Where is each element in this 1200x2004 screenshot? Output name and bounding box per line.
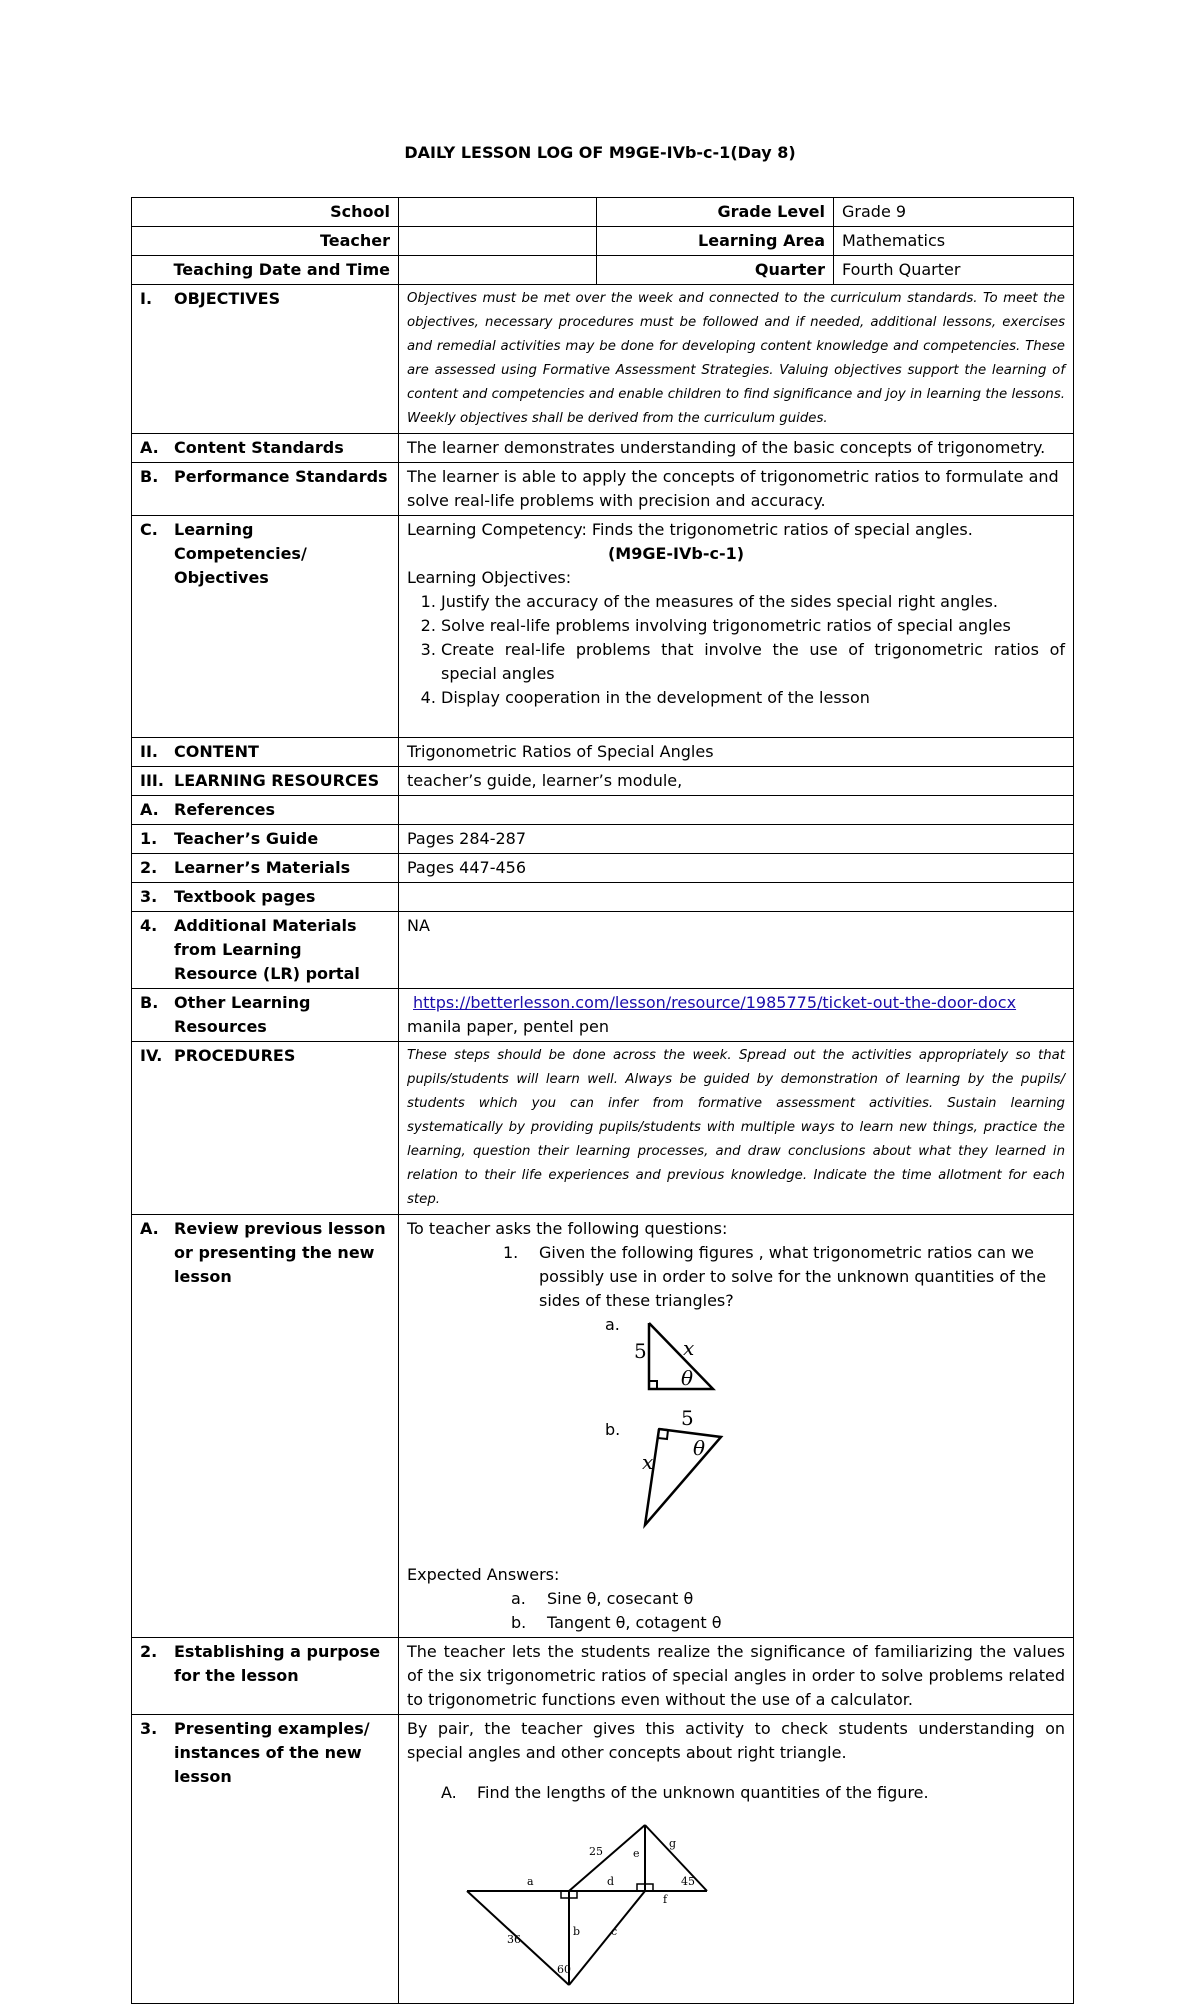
additional-text: NA [399, 912, 1074, 989]
label-25: 25 [589, 1845, 603, 1858]
performance-standards-label: Performance Standards [174, 467, 388, 486]
label-60: 60 [557, 1963, 571, 1976]
page-title: DAILY LESSON LOG OF M9GE-IVb-c-1(Day 8) [404, 143, 796, 162]
review-cell [399, 1215, 1074, 1638]
learners-materials-text: Pages 447-456 [399, 854, 1074, 883]
textbook-row: 3. Textbook pages [132, 883, 1074, 912]
triangle-a-angle: θ [681, 1366, 694, 1390]
header-row-teacher [132, 227, 1074, 256]
figure-b-label: b. [605, 1420, 621, 1439]
teachers-guide-row: 1. Teacher’s Guide Pages 284-287 [132, 825, 1074, 854]
other-resources-cell [399, 989, 1074, 1042]
label-c: c [611, 1925, 618, 1938]
header-row-school [132, 198, 1074, 227]
label-36: 36 [507, 1933, 521, 1946]
objectives-list [407, 590, 1065, 710]
review-row: A. Review previous lesson or presenting the new lesson To teacher asks the following questions: 1. Given the following figures , what trigonometric ratios can we possibly use in order to solve for the unknown quantities of the sides of these triangles? a. 5 x θ b. 5 x θ Expected Answers: a. Sine θ, cosecant θ b. Tangent θ, cotagent θ [132, 1215, 1074, 1638]
competency-text: Learning Competency: Finds the trigonometric ratios of special angles. [407, 520, 973, 539]
purpose-label: Establishing a purpose for the lesson [174, 1642, 381, 1685]
purpose-row: 2. Establishing a purpose for the lesson The teacher lets the students realize the significance of familiarizing the values of the six trigonometric ratios of special angles in order to solve problems related to trigonometric functions even without the use of a calculator. [132, 1638, 1074, 1715]
teacher-value [399, 227, 597, 256]
objectives-heading: Learning Objectives: [407, 568, 572, 587]
content-standards-label: Content Standards [174, 438, 344, 457]
references-label: References [174, 800, 275, 819]
label-b: b [573, 1925, 581, 1938]
procedures-label: PROCEDURES [174, 1046, 296, 1065]
review-question: 1. Given the following figures , what trigonometric ratios can we possibly use in order to solve for the unknown quantities of the sides of these triangles? [503, 1243, 1047, 1310]
teachers-guide-label: Teacher’s Guide [174, 829, 319, 848]
objectives-text: Objectives must be met over the week and connected to the curriculum standards. To meet the objectives, necessary procedures must be followed and if needed, additional lessons, exercises and remedial activities may be done for developing content knowledge and competencies. These are assessed using Formative Assessment Strategies. Valuing objectives support the learning of content and competencies and enable children to find significance and joy in learning the lessons. Weekly objectives shall be derived from the curriculum guides. [399, 285, 1074, 434]
area-value: Mathematics [834, 227, 1074, 256]
label-e: e [633, 1847, 640, 1860]
performance-standards-row: B. Performance Standards The learner is able to apply the concepts of trigonometric ratios to formulate and solve real-life problems with precision and accuracy. [132, 463, 1074, 516]
resources-text: teacher’s guide, learner’s module, [399, 767, 1074, 796]
resources-row: III. LEARNING RESOURCES teacher’s guide, learner’s module, [132, 767, 1074, 796]
label-f: f [663, 1893, 668, 1906]
list-item: 1. Justify the accuracy of the measures of the sides special right angles. [441, 590, 1065, 614]
other-resources-text: manila paper, pentel pen [407, 1017, 609, 1036]
label-g: g [669, 1837, 677, 1850]
quarter-label: Quarter [597, 256, 834, 285]
triangle-a-hyp: x [683, 1336, 695, 1360]
review-intro: To teacher asks the following questions: [407, 1219, 728, 1238]
lesson-log-table [131, 197, 1074, 2004]
figure-a-label: a. [605, 1315, 620, 1334]
content-standards-row: A. Content Standards The learner demonstrates understanding of the basic concepts of trigonometry. [132, 434, 1074, 463]
teacher-label: Teacher [132, 227, 399, 256]
competency-code: (M9GE-IVb-c-1) [607, 544, 745, 563]
triangle-b-side: 5 [681, 1406, 694, 1430]
references-text [399, 796, 1074, 825]
textbook-label: Textbook pages [174, 887, 316, 906]
quarter-value: Fourth Quarter [834, 256, 1074, 285]
triangle-a-side: 5 [634, 1339, 647, 1363]
objectives-row [132, 285, 1074, 434]
teachers-guide-text: Pages 284-287 [399, 825, 1074, 854]
review-label: Review previous lesson or presenting the new lesson [174, 1219, 386, 1286]
other-resources-label: Other Learning Resources [174, 993, 311, 1036]
examples-cell [399, 1715, 1074, 2004]
examples-row: 3. Presenting examples/ instances of the new lesson By pair, the teacher gives this activity to check students understanding on special angles and other concepts about right triangle. A. Find the lengths of the unknown quantities of the figure. 25 e g a d 45 f b c 36 60 [132, 1715, 1074, 2004]
triangle-a [634, 1313, 737, 1403]
examples-label: Presenting examples/ instances of the new lesson [174, 1719, 370, 1786]
other-resources-row: B. Other Learning Resources https://betterlesson.com/lesson/resource/1985775/ticket-out-the-door-docx manila paper, pentel pen [132, 989, 1074, 1042]
procedures-text: These steps should be done across the week. Spread out the activities appropriately so that pupils/students will learn well. Always be guided by demonstration of learning by the pupils/ students which you can infer from formative assessment activities. Sustain learning systematically by providing pupils/students with multiple ways to learn new things, practice the learning, question their learning processes, and draw conclusions about what they learned in relation to their life experiences and previous knowledge. Indicate the time allotment for each step. [399, 1042, 1074, 1215]
additional-row: 4. Additional Materials from Learning Resource (LR) portal NA [132, 912, 1074, 989]
performance-standards-text: The learner is able to apply the concepts of trigonometric ratios to formulate and solve real-life problems with precision and accuracy. [399, 463, 1074, 516]
triangle-b-leg: x [642, 1450, 654, 1474]
triangle-b [637, 1405, 757, 1525]
references-row: A. References [132, 796, 1074, 825]
grade-value: Grade 9 [834, 198, 1074, 227]
list-item: 3. Create real-life problems that involve the use of trigonometric ratios of special angles [441, 638, 1065, 686]
label-45: 45 [681, 1875, 695, 1888]
competencies-cell [399, 516, 1074, 738]
content-label: CONTENT [174, 742, 259, 761]
examples-text: By pair, the teacher gives this activity to check students understanding on special angles and other concepts about right triangle. [407, 1719, 1065, 1762]
examples-task: A. Find the lengths of the unknown quantities of the figure. [441, 1783, 929, 1802]
grade-label: Grade Level [597, 198, 834, 227]
resources-label: LEARNING RESOURCES [174, 771, 380, 790]
competencies-label: Learning Competencies/ Objectives [174, 520, 307, 587]
list-item: 4. Display cooperation in the development of the lesson [441, 686, 1065, 710]
additional-label: Additional Materials from Learning Resource (LR) portal [174, 916, 360, 983]
objectives-label-cell: I. OBJECTIVES [132, 285, 399, 434]
list-item: b. Tangent θ, cotagent θ [511, 1613, 722, 1632]
date-value [399, 256, 597, 285]
competencies-row: C. Learning Competencies/ Objectives Learning Competency: Finds the trigonometric ratios of special angles. (M9GE-IVb-c-1) Learning Objectives: 1. Justify the accuracy of the measures of the sides special right angles. 2. Solve real-life problems involving trigonometric ratios of special angles 3. Create real-life problems that involve the use of trigonometric ratios of special angles 4. Display cooperation in the development of the lesson [132, 516, 1074, 738]
school-label: School [132, 198, 399, 227]
date-label: Teaching Date and Time [132, 256, 399, 285]
label-d: d [607, 1875, 615, 1888]
list-item: a. Sine θ, cosecant θ [511, 1589, 694, 1608]
header-row-date [132, 256, 1074, 285]
textbook-text [399, 883, 1074, 912]
school-value [399, 198, 597, 227]
content-text: Trigonometric Ratios of Special Angles [399, 738, 1074, 767]
list-item: 2. Solve real-life problems involving trigonometric ratios of special angles [441, 614, 1065, 638]
procedures-row: IV. PROCEDURES These steps should be done across the week. Spread out the activities appropriately so that pupils/students will learn well. Always be guided by demonstration of learning by the pupils/ students which you can infer from formative assessment activities. Sustain learning systematically by providing pupils/students with multiple ways to learn new things, practice the learning, question their learning processes, and draw conclusions about what they learned in relation to their life experiences and previous knowledge. Indicate the time allotment for each step. [132, 1042, 1074, 1215]
content-row: II. CONTENT Trigonometric Ratios of Special Angles [132, 738, 1074, 767]
purpose-text: The teacher lets the students realize the significance of familiarizing the values of the six trigonometric ratios of special angles in order to solve problems related to trigonometric functions even without the use of a calculator. [399, 1638, 1074, 1715]
compound-figure [467, 1811, 807, 2001]
label-a: a [527, 1875, 534, 1888]
review-figures [407, 1313, 1065, 1563]
objectives-label: OBJECTIVES [174, 289, 281, 308]
triangle-b-angle: θ [693, 1436, 706, 1460]
content-standards-text: The learner demonstrates understanding of the basic concepts of trigonometry. [399, 434, 1074, 463]
learners-materials-label: Learner’s Materials [174, 858, 351, 877]
expected-heading: Expected Answers: [407, 1565, 560, 1584]
area-label: Learning Area [597, 227, 834, 256]
learners-materials-row: 2. Learner’s Materials Pages 447-456 [132, 854, 1074, 883]
resource-link[interactable]: https://betterlesson.com/lesson/resource/1985775/ticket-out-the-door-docx [413, 993, 1017, 1012]
